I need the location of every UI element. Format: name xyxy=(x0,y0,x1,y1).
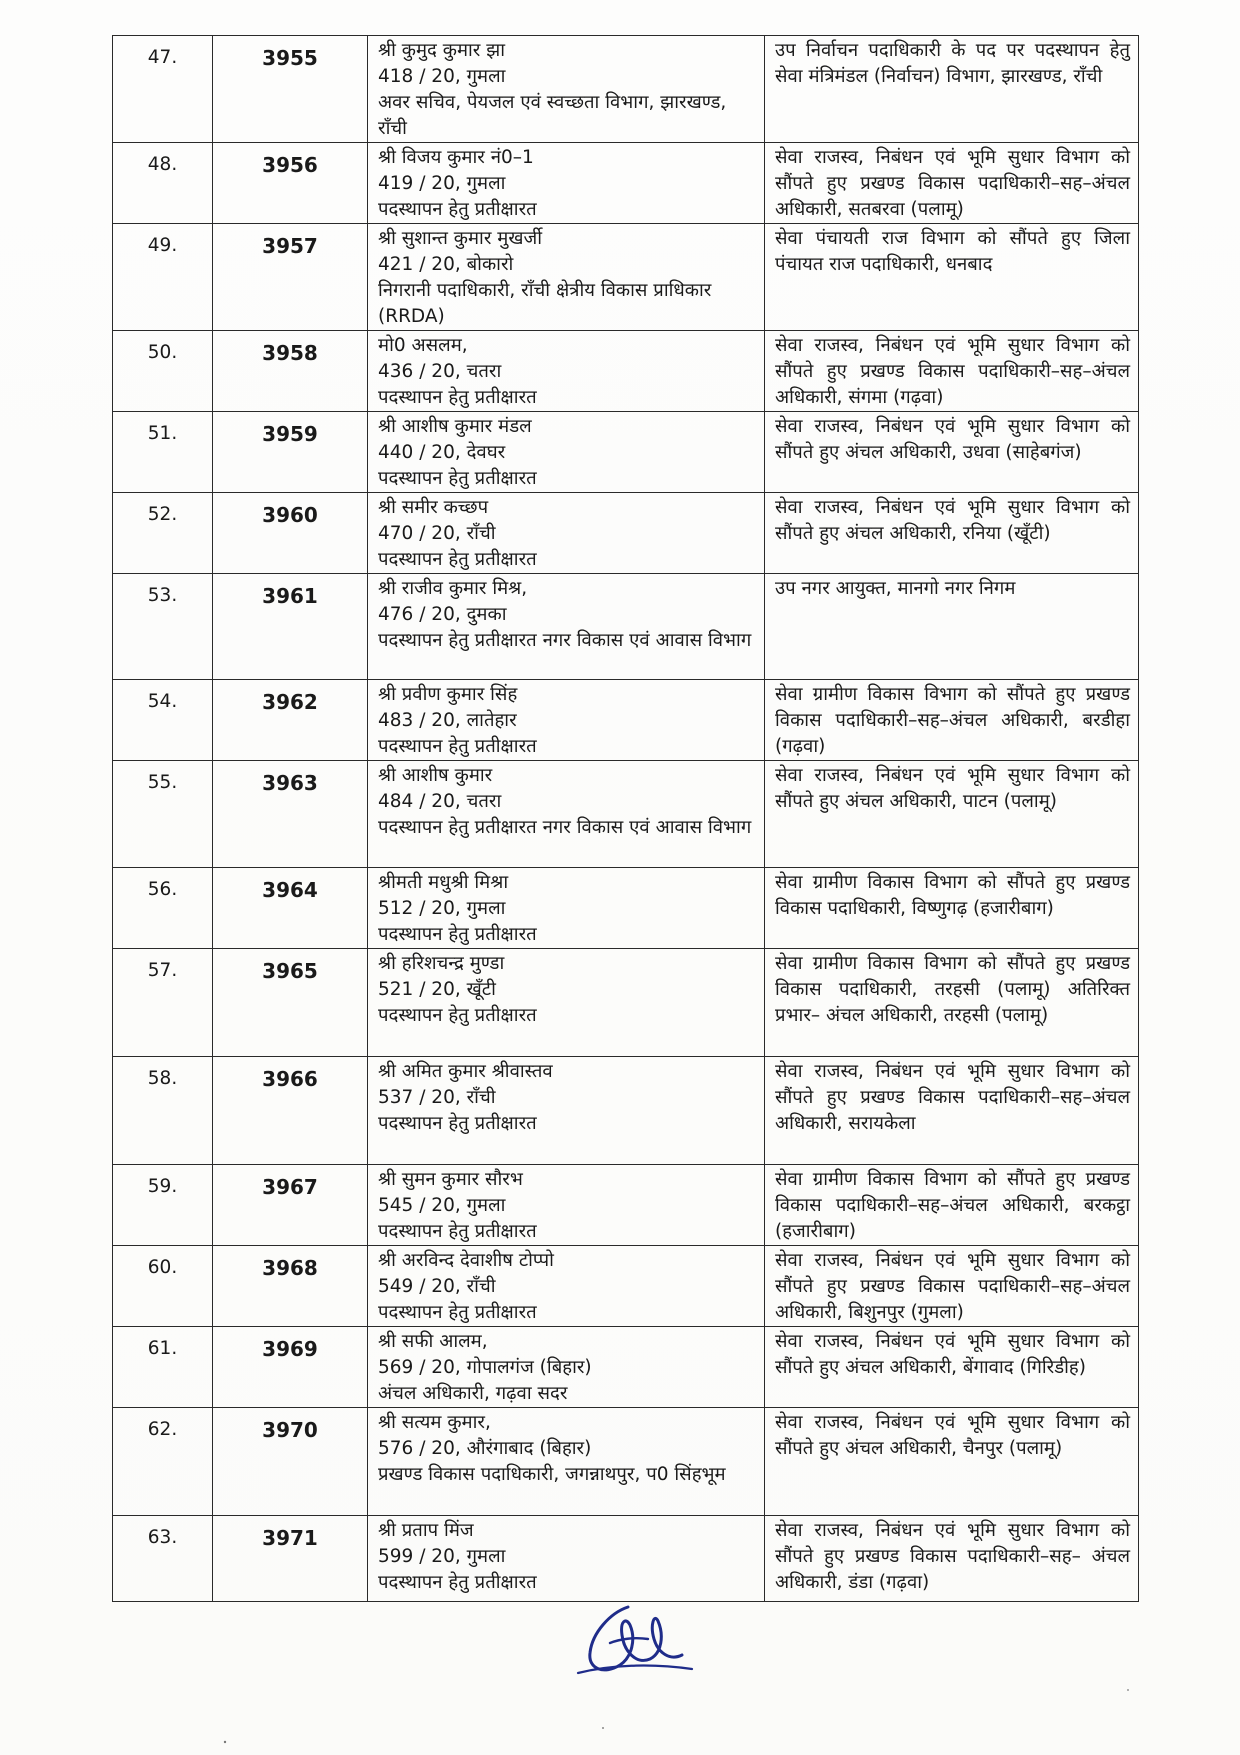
officer-code: 521 / 20, खूँटी xyxy=(378,979,496,1000)
order-number: 3962 xyxy=(213,680,368,761)
table-row xyxy=(113,331,1139,412)
officer-name: श्री समीर कच्छप xyxy=(378,497,489,518)
order-number: 3965 xyxy=(213,949,368,1057)
officer-code: 599 / 20, गुमला xyxy=(378,1546,506,1567)
officer-name: श्री अमित कुमार श्रीवास्तव xyxy=(378,1061,553,1082)
table-row xyxy=(113,493,1139,574)
current-posting: पदस्थापन हेतु प्रतीक्षारत xyxy=(378,1005,537,1026)
serial-number: 60. xyxy=(113,1246,213,1327)
officer-details xyxy=(368,1327,765,1408)
order-number: 3960 xyxy=(213,493,368,574)
order-number: 3956 xyxy=(213,143,368,224)
officer-details xyxy=(368,574,765,680)
current-posting: पदस्थापन हेतु प्रतीक्षारत xyxy=(378,468,537,489)
serial-number: 52. xyxy=(113,493,213,574)
serial-number: 54. xyxy=(113,680,213,761)
order-number: 3963 xyxy=(213,761,368,868)
new-posting: सेवा राजस्व, निबंधन एवं भूमि सुधार विभाग को सौंपते हुए प्रखण्ड विकास पदाधिकारी–सह–अंचल अधिकारी, सरायकेला xyxy=(765,1057,1139,1165)
current-posting: पदस्थापन हेतु प्रतीक्षारत xyxy=(378,1113,537,1134)
table-row xyxy=(113,224,1139,331)
serial-number: 62. xyxy=(113,1408,213,1516)
table-row xyxy=(113,574,1139,680)
table-row xyxy=(113,143,1139,224)
serial-number: 58. xyxy=(113,1057,213,1165)
officer-code: 470 / 20, राँची xyxy=(378,523,496,544)
officer-name: श्री प्रवीण कुमार सिंह xyxy=(378,684,518,705)
new-posting: सेवा ग्रामीण विकास विभाग को सौंपते हुए प्रखण्ड विकास पदाधिकारी–सह–अंचल अधिकारी, बरडीहा (गढ़वा) xyxy=(765,680,1139,761)
order-number: 3955 xyxy=(213,36,368,143)
current-posting: पदस्थापन हेतु प्रतीक्षारत xyxy=(378,199,537,220)
new-posting: सेवा पंचायती राज विभाग को सौंपते हुए जिला पंचायत राज पदाधिकारी, धनबाद xyxy=(765,224,1139,331)
current-posting: पदस्थापन हेतु प्रतीक्षारत xyxy=(378,549,537,570)
serial-number: 49. xyxy=(113,224,213,331)
current-posting: पदस्थापन हेतु प्रतीक्षारत नगर विकास एवं आवास विभाग xyxy=(378,630,752,651)
order-number: 3969 xyxy=(213,1327,368,1408)
order-number: 3968 xyxy=(213,1246,368,1327)
table-row xyxy=(113,1165,1139,1246)
new-posting: उप निर्वाचन पदाधिकारी के पद पर पदस्थापन हेतु सेवा मंत्रिमंडल (निर्वाचन) विभाग, झारखण्ड, राँची xyxy=(765,36,1139,143)
serial-number: 57. xyxy=(113,949,213,1057)
officer-code: 476 / 20, दुमका xyxy=(378,604,507,625)
current-posting: पदस्थापन हेतु प्रतीक्षारत नगर विकास एवं आवास विभाग xyxy=(378,817,752,838)
officer-code: 512 / 20, गुमला xyxy=(378,898,506,919)
order-number: 3957 xyxy=(213,224,368,331)
order-number: 3966 xyxy=(213,1057,368,1165)
officer-name: श्री हरिशचन्द्र मुण्डा xyxy=(378,953,505,974)
officer-details xyxy=(368,1165,765,1246)
new-posting: सेवा राजस्व, निबंधन एवं भूमि सुधार विभाग को सौंपते हुए अंचल अधिकारी, रनिया (खूँटी) xyxy=(765,493,1139,574)
table-row xyxy=(113,761,1139,868)
current-posting: पदस्थापन हेतु प्रतीक्षारत xyxy=(378,736,537,757)
table-row xyxy=(113,1327,1139,1408)
officer-code: 569 / 20, गोपालगंज (बिहार) xyxy=(378,1357,592,1378)
officer-details xyxy=(368,1516,765,1602)
officer-name: श्री प्रताप मिंज xyxy=(378,1520,474,1541)
officer-code: 549 / 20, राँची xyxy=(378,1276,496,1297)
current-posting: पदस्थापन हेतु प्रतीक्षारत xyxy=(378,924,537,945)
table-row xyxy=(113,1057,1139,1165)
current-posting: अंचल अधिकारी, गढ़वा सदर xyxy=(378,1383,568,1404)
new-posting: सेवा राजस्व, निबंधन एवं भूमि सुधार विभाग को सौंपते हुए अंचल अधिकारी, बेंगावाद (गिरिडीह) xyxy=(765,1327,1139,1408)
order-number: 3961 xyxy=(213,574,368,680)
officer-details xyxy=(368,868,765,949)
serial-number: 48. xyxy=(113,143,213,224)
officer-code: 484 / 20, चतरा xyxy=(378,791,502,812)
officer-code: 419 / 20, गुमला xyxy=(378,173,506,194)
officer-name: श्री सत्यम कुमार, xyxy=(378,1412,491,1433)
officer-name: श्रीमती मधुश्री मिश्रा xyxy=(378,872,509,893)
officer-name: श्री राजीव कुमार मिश्र, xyxy=(378,578,528,599)
posting-orders-body xyxy=(113,36,1139,1602)
officer-name: श्री विजय कुमार नं0–1 xyxy=(378,147,534,168)
serial-number: 51. xyxy=(113,412,213,493)
new-posting: सेवा राजस्व, निबंधन एवं भूमि सुधार विभाग को सौंपते हुए प्रखण्ड विकास पदाधिकारी–सह–अंचल अधिकारी, सतबरवा (पलामू) xyxy=(765,143,1139,224)
new-posting: सेवा राजस्व, निबंधन एवं भूमि सुधार विभाग को सौंपते हुए प्रखण्ड विकास पदाधिकारी–सह–अंचल अधिकारी, संगमा (गढ़वा) xyxy=(765,331,1139,412)
posting-orders-table xyxy=(112,35,1139,1602)
table-row xyxy=(113,412,1139,493)
handwritten-signature xyxy=(570,1595,700,1685)
new-posting: सेवा ग्रामीण विकास विभाग को सौंपते हुए प्रखण्ड विकास पदाधिकारी, तरहसी (पलामू) अतिरिक्त प्रभार– अंचल अधिकारी, तरहसी (पलामू) xyxy=(765,949,1139,1057)
officer-code: 436 / 20, चतरा xyxy=(378,361,502,382)
new-posting: सेवा ग्रामीण विकास विभाग को सौंपते हुए प्रखण्ड विकास पदाधिकारी–सह–अंचल अधिकारी, बरकट्ठा (हजारीबाग) xyxy=(765,1165,1139,1246)
table-row xyxy=(113,868,1139,949)
officer-details xyxy=(368,680,765,761)
officer-code: 545 / 20, गुमला xyxy=(378,1195,506,1216)
officer-details xyxy=(368,143,765,224)
serial-number: 55. xyxy=(113,761,213,868)
officer-name: श्री कुमुद कुमार झा xyxy=(378,40,506,61)
officer-details xyxy=(368,1246,765,1327)
table-row xyxy=(113,36,1139,143)
officer-details xyxy=(368,331,765,412)
new-posting: उप नगर आयुक्त, मानगो नगर निगम xyxy=(765,574,1139,680)
serial-number: 61. xyxy=(113,1327,213,1408)
serial-number: 56. xyxy=(113,868,213,949)
officer-name: श्री आशीष कुमार xyxy=(378,765,493,786)
officer-code: 537 / 20, राँची xyxy=(378,1087,496,1108)
officer-details xyxy=(368,1057,765,1165)
order-number: 3958 xyxy=(213,331,368,412)
officer-details xyxy=(368,949,765,1057)
new-posting: सेवा राजस्व, निबंधन एवं भूमि सुधार विभाग को सौंपते हुए अंचल अधिकारी, पाटन (पलामू) xyxy=(765,761,1139,868)
serial-number: 50. xyxy=(113,331,213,412)
table-row xyxy=(113,1246,1139,1327)
officer-code: 483 / 20, लातेहार xyxy=(378,710,517,731)
serial-number: 63. xyxy=(113,1516,213,1602)
current-posting: पदस्थापन हेतु प्रतीक्षारत xyxy=(378,1572,537,1593)
serial-number: 47. xyxy=(113,36,213,143)
new-posting: सेवा राजस्व, निबंधन एवं भूमि सुधार विभाग को सौंपते हुए अंचल अधिकारी, उधवा (साहेबगंज) xyxy=(765,412,1139,493)
officer-details xyxy=(368,36,765,143)
order-number: 3971 xyxy=(213,1516,368,1602)
current-posting: प्रखण्ड विकास पदाधिकारी, जगन्नाथपुर, प0 सिंहभूम xyxy=(378,1464,726,1485)
current-posting: पदस्थापन हेतु प्रतीक्षारत xyxy=(378,1302,537,1323)
order-number: 3967 xyxy=(213,1165,368,1246)
officer-name: श्री अरविन्द देवाशीष टोप्पो xyxy=(378,1250,554,1271)
officer-details xyxy=(368,761,765,868)
table-row xyxy=(113,1516,1139,1602)
officer-code: 421 / 20, बोकारो xyxy=(378,254,514,275)
officer-name: मो0 असलम, xyxy=(378,335,468,356)
new-posting: सेवा राजस्व, निबंधन एवं भूमि सुधार विभाग को सौंपते हुए अंचल अधिकारी, चैनपुर (पलामू) xyxy=(765,1408,1139,1516)
serial-number: 59. xyxy=(113,1165,213,1246)
order-number: 3964 xyxy=(213,868,368,949)
order-number: 3959 xyxy=(213,412,368,493)
current-posting: अवर सचिव, पेयजल एवं स्वच्छता विभाग, झारखण्ड, राँची xyxy=(378,92,727,139)
officer-code: 440 / 20, देवघर xyxy=(378,442,506,463)
officer-name: श्री सुशान्त कुमार मुखर्जी xyxy=(378,228,542,249)
new-posting: सेवा ग्रामीण विकास विभाग को सौंपते हुए प्रखण्ड विकास पदाधिकारी, विष्णुगढ़ (हजारीबाग) xyxy=(765,868,1139,949)
current-posting: पदस्थापन हेतु प्रतीक्षारत xyxy=(378,387,537,408)
officer-name: श्री सफी आलम, xyxy=(378,1331,488,1352)
current-posting: निगरानी पदाधिकारी, राँची क्षेत्रीय विकास प्राधिकार (RRDA) xyxy=(378,280,712,327)
officer-details xyxy=(368,1408,765,1516)
table-row xyxy=(113,1408,1139,1516)
officer-code: 418 / 20, गुमला xyxy=(378,66,506,87)
new-posting: सेवा राजस्व, निबंधन एवं भूमि सुधार विभाग को सौंपते हुए प्रखण्ड विकास पदाधिकारी–सह– अंचल अधिकारी, डंडा (गढ़वा) xyxy=(765,1516,1139,1602)
current-posting: पदस्थापन हेतु प्रतीक्षारत xyxy=(378,1221,537,1242)
serial-number: 53. xyxy=(113,574,213,680)
table-row xyxy=(113,949,1139,1057)
officer-code: 576 / 20, औरंगाबाद (बिहार) xyxy=(378,1438,592,1459)
officer-name: श्री आशीष कुमार मंडल xyxy=(378,416,532,437)
officer-details xyxy=(368,224,765,331)
officer-details xyxy=(368,493,765,574)
new-posting: सेवा राजस्व, निबंधन एवं भूमि सुधार विभाग को सौंपते हुए प्रखण्ड विकास पदाधिकारी–सह–अंचल अधिकारी, बिशुनपुर (गुमला) xyxy=(765,1246,1139,1327)
officer-name: श्री सुमन कुमार सौरभ xyxy=(378,1169,523,1190)
table-row xyxy=(113,680,1139,761)
order-number: 3970 xyxy=(213,1408,368,1516)
officer-details xyxy=(368,412,765,493)
